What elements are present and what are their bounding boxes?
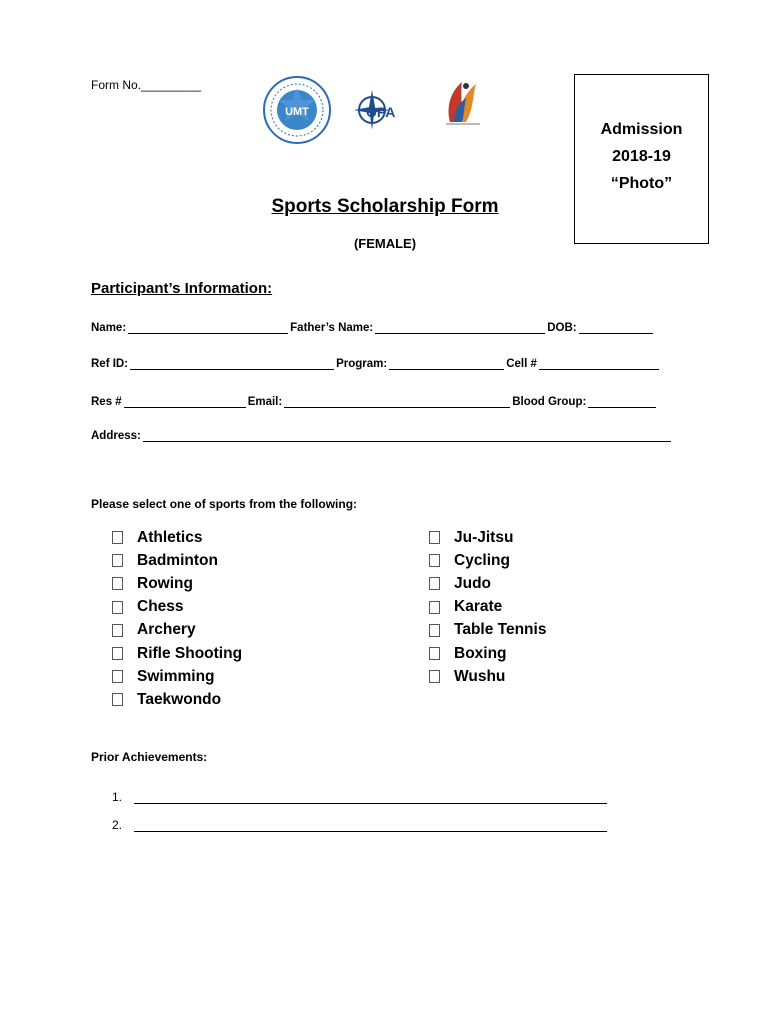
checkbox[interactable] <box>112 624 123 637</box>
cell-label: Cell # <box>506 358 537 370</box>
sports-prompt: Please select one of sports from the following: <box>91 497 358 511</box>
ref-id-label: Ref ID: <box>91 358 129 370</box>
sport-option[interactable]: Archery <box>112 619 242 642</box>
checkbox[interactable] <box>112 601 123 614</box>
sports-right-column <box>429 526 546 688</box>
program-label: Program: <box>336 358 388 370</box>
father-name-field[interactable] <box>375 323 545 334</box>
achievement-field[interactable] <box>134 791 607 804</box>
address-field[interactable] <box>143 431 671 442</box>
sport-option[interactable]: Karate <box>429 596 546 619</box>
name-field[interactable] <box>128 323 288 334</box>
sport-option[interactable]: Wushu <box>429 665 546 688</box>
address-label: Address: <box>91 430 141 442</box>
checkbox[interactable] <box>429 670 440 683</box>
sport-option[interactable]: Rowing <box>112 572 242 595</box>
res-row <box>91 396 676 408</box>
ref-id-field[interactable] <box>130 359 334 370</box>
sport-option[interactable]: Judo <box>429 572 546 595</box>
blood-group-label: Blood Group: <box>512 396 587 408</box>
sport-option[interactable]: Chess <box>112 596 242 619</box>
sports-left-column <box>112 526 242 712</box>
checkbox[interactable] <box>112 531 123 544</box>
form-subtitle: (FEMALE) <box>353 236 417 251</box>
achievement-row <box>112 790 607 804</box>
opa-logo-text: OPA <box>366 104 396 120</box>
sport-option[interactable]: Boxing <box>429 642 546 665</box>
sport-option[interactable]: Rifle Shooting <box>112 642 242 665</box>
checkbox[interactable] <box>429 554 440 567</box>
father-name-label: Father’s Name: <box>290 322 374 334</box>
umt-logo-text: UMT <box>285 106 309 118</box>
blood-group-field[interactable] <box>588 397 656 408</box>
checkbox[interactable] <box>429 531 440 544</box>
checkbox[interactable] <box>112 577 123 590</box>
program-field[interactable] <box>389 359 504 370</box>
checkbox[interactable] <box>429 601 440 614</box>
name-label: Name: <box>91 322 127 334</box>
email-field[interactable] <box>284 397 510 408</box>
name-row <box>91 322 676 334</box>
admission-label: Admission <box>600 121 683 138</box>
checkbox[interactable] <box>429 577 440 590</box>
dob-field[interactable] <box>579 323 653 334</box>
dob-label: DOB: <box>547 322 577 334</box>
checkbox[interactable] <box>112 554 123 567</box>
ref-row <box>91 358 676 370</box>
photo-label: “Photo” <box>610 175 673 192</box>
res-label: Res # <box>91 396 122 408</box>
participant-info-heading: Participant’s Information: <box>91 280 273 297</box>
sport-option[interactable]: Table Tennis <box>429 619 546 642</box>
admission-year: 2018-19 <box>612 148 671 165</box>
achievement-number: 1. <box>112 790 123 804</box>
cell-field[interactable] <box>539 359 659 370</box>
checkbox[interactable] <box>112 670 123 683</box>
achievement-row <box>112 818 607 832</box>
achievement-field[interactable] <box>134 819 607 832</box>
address-row <box>91 430 676 442</box>
sports-emblem-logo <box>436 74 488 130</box>
photo-box <box>574 74 709 244</box>
sport-option[interactable]: Badminton <box>112 549 242 572</box>
opa-logo <box>352 88 408 134</box>
email-label: Email: <box>247 396 283 408</box>
checkbox[interactable] <box>429 624 440 637</box>
sport-option[interactable]: Athletics <box>112 526 242 549</box>
form-number: Form No._________ <box>91 78 202 92</box>
sport-option[interactable]: Ju-Jitsu <box>429 526 546 549</box>
achievement-number: 2. <box>112 818 123 832</box>
res-field[interactable] <box>124 397 246 408</box>
form-title: Sports Scholarship Form <box>271 196 499 217</box>
checkbox[interactable] <box>112 693 123 706</box>
sport-option[interactable]: Cycling <box>429 549 546 572</box>
umt-logo <box>262 74 332 146</box>
checkbox[interactable] <box>429 647 440 660</box>
checkbox[interactable] <box>112 647 123 660</box>
prior-achievements-heading: Prior Achievements: <box>91 750 208 764</box>
sport-option[interactable]: Swimming <box>112 665 242 688</box>
sport-option[interactable]: Taekwondo <box>112 688 242 711</box>
